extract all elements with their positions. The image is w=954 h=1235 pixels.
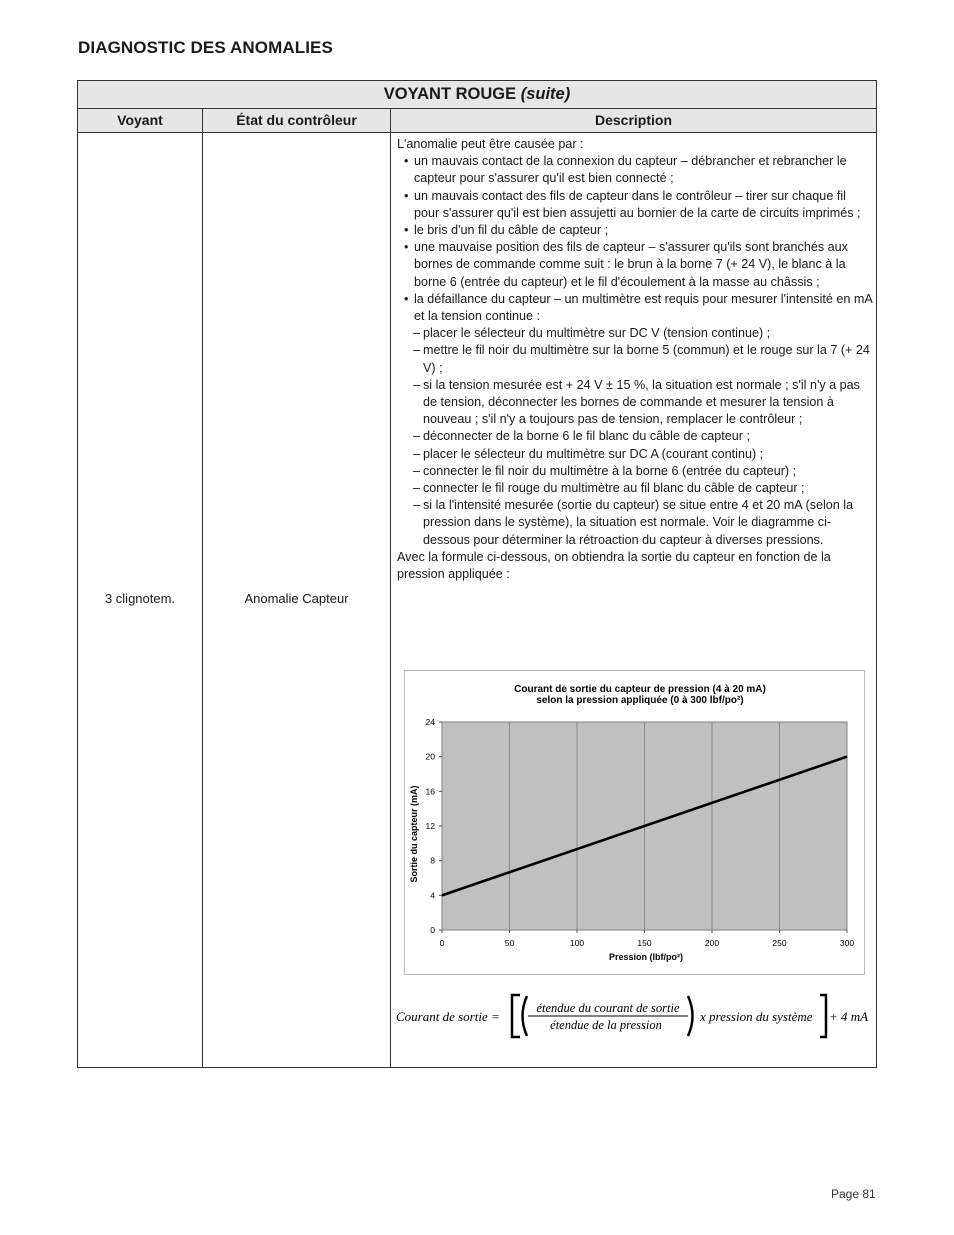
test-step: – déconnecter de la borne 6 le fil blanc du câble de capteur ; (397, 428, 873, 445)
sensor-output-chart (404, 670, 865, 975)
x-tick-label: 250 (772, 938, 787, 948)
test-step: – connecter le fil rouge du multimètre au fil blanc du câble de capteur ; (397, 480, 873, 497)
y-tick-label: 4 (430, 890, 435, 901)
cause-list (397, 153, 873, 325)
test-step-list (397, 325, 873, 549)
test-step: – placer le sélecteur du multimètre sur DC A (courant continu) ; (397, 446, 873, 463)
right-paren (688, 996, 693, 1036)
formula-svg (396, 992, 876, 1042)
cell-etat: Anomalie Capteur (244, 591, 349, 606)
test-step: – si la tension mesurée est + 24 V ± 15 %, la situation est normale ; s'il n'y a pas de tension, déconnecter les bornes de commande et mesurer la tension à nouveau ; s'il n'y a toujours pas de tension, remplacer le contrôleur ; (397, 377, 873, 429)
chart-title-line: Courant de sortie du capteur de pression (4 à 20 mA) (514, 684, 766, 695)
y-tick-label: 12 (425, 821, 435, 831)
x-tick-label: 0 (439, 938, 445, 948)
plot-area (426, 717, 855, 948)
page-number: Page 81 (831, 1187, 876, 1201)
chart-svg (405, 671, 864, 974)
y-tick-label: 8 (430, 855, 435, 866)
formula-multiplier: x pression du système (700, 1009, 813, 1024)
cell-description (397, 136, 873, 583)
x-tick-label: 200 (704, 938, 720, 948)
formula-denominator: étendue de la pression (550, 1018, 662, 1032)
cell-voyant: 3 clignotem. (104, 591, 176, 606)
y-tick-label: 0 (430, 925, 435, 935)
cause-item: • un mauvais contact de la connexion du capteur – débrancher et rebrancher le capteur pour s'assurer qu'il est bien connecté ; (397, 153, 873, 187)
y-tick-label: 20 (425, 751, 435, 762)
column-header-voyant: Voyant (78, 109, 202, 133)
description-intro: L'anomalie peut être causée par : (397, 137, 584, 151)
left-square-bracket (512, 995, 520, 1037)
formula-addend: + 4 mA (829, 1009, 869, 1024)
left-paren (523, 996, 528, 1036)
column-header-description: Description (391, 109, 876, 133)
formula-lhs: Courant de sortie = (396, 1009, 500, 1024)
test-step: – si la l'intensité mesurée (sortie du capteur) se situe entre 4 et 20 mA (selon la pression dans le système), la situation est normale. Voir le diagramme ci-dessous pour déterminer la rétroaction du capteur à diverses pressions. (397, 497, 873, 549)
column-divider (390, 109, 391, 1067)
cause-item: • une mauvaise position des fils de capteur – s'assurer qu'ils sont branchés aux bornes de commande comme suit : le brun à la borne 7 (+ 24 V), le blanc à la borne 6 (entrée du capteur) et le fil d'écoulement à la masse au châssis ; (397, 239, 873, 291)
test-step: – placer le sélecteur du multimètre sur DC V (tension continue) ; (397, 325, 873, 342)
right-square-bracket (820, 995, 826, 1037)
y-tick-label: 24 (425, 717, 435, 727)
column-divider (202, 109, 203, 1067)
table-title-main: VOYANT ROUGE (383, 85, 517, 103)
table-title-suffix: (suite) (520, 85, 571, 103)
formula-numerator: étendue du courant de sortie (536, 1001, 680, 1015)
test-step: – mettre le fil noir du multimètre sur la borne 5 (commun) et le rouge sur la 7 (+ 24 V) ; (397, 342, 873, 376)
x-tick-label: 100 (569, 938, 585, 948)
section-title: DIAGNOSTIC DES ANOMALIES (78, 38, 333, 57)
cause-item: • un mauvais contact des fils de capteur dans le contrôleur – tirer sur chaque fil pour s'assurer qu'il est bien assujetti au bornier de la carte de circuits imprimés ; (397, 188, 873, 222)
description-outro: Avec la formule ci-dessous, on obtiendra la sortie du capteur en fonction de la pression appliquée : (397, 549, 831, 582)
cause-item: • la défaillance du capteur – un multimètre est requis pour mesurer l'intensité en mA et la tension continue : (397, 291, 873, 325)
y-tick-label: 16 (425, 786, 435, 797)
chart-title-line: selon la pression appliquée (0 à 300 lbf/po²) (536, 695, 744, 706)
column-header-etat: État du contrôleur (203, 109, 390, 133)
x-tick-label: 150 (637, 938, 652, 948)
output-formula (396, 992, 876, 1042)
test-step: – connecter le fil noir du multimètre à la borne 6 (entrée du capteur) ; (397, 463, 873, 480)
x-tick-label: 300 (839, 938, 855, 948)
cause-item: • le bris d'un fil du câble de capteur ; (397, 222, 873, 239)
y-axis-label: Sortie du capteur (mA) (409, 785, 419, 883)
x-tick-label: 50 (504, 938, 515, 948)
x-axis-label: Pression (lbf/po²) (609, 952, 683, 962)
table-title (78, 81, 876, 109)
